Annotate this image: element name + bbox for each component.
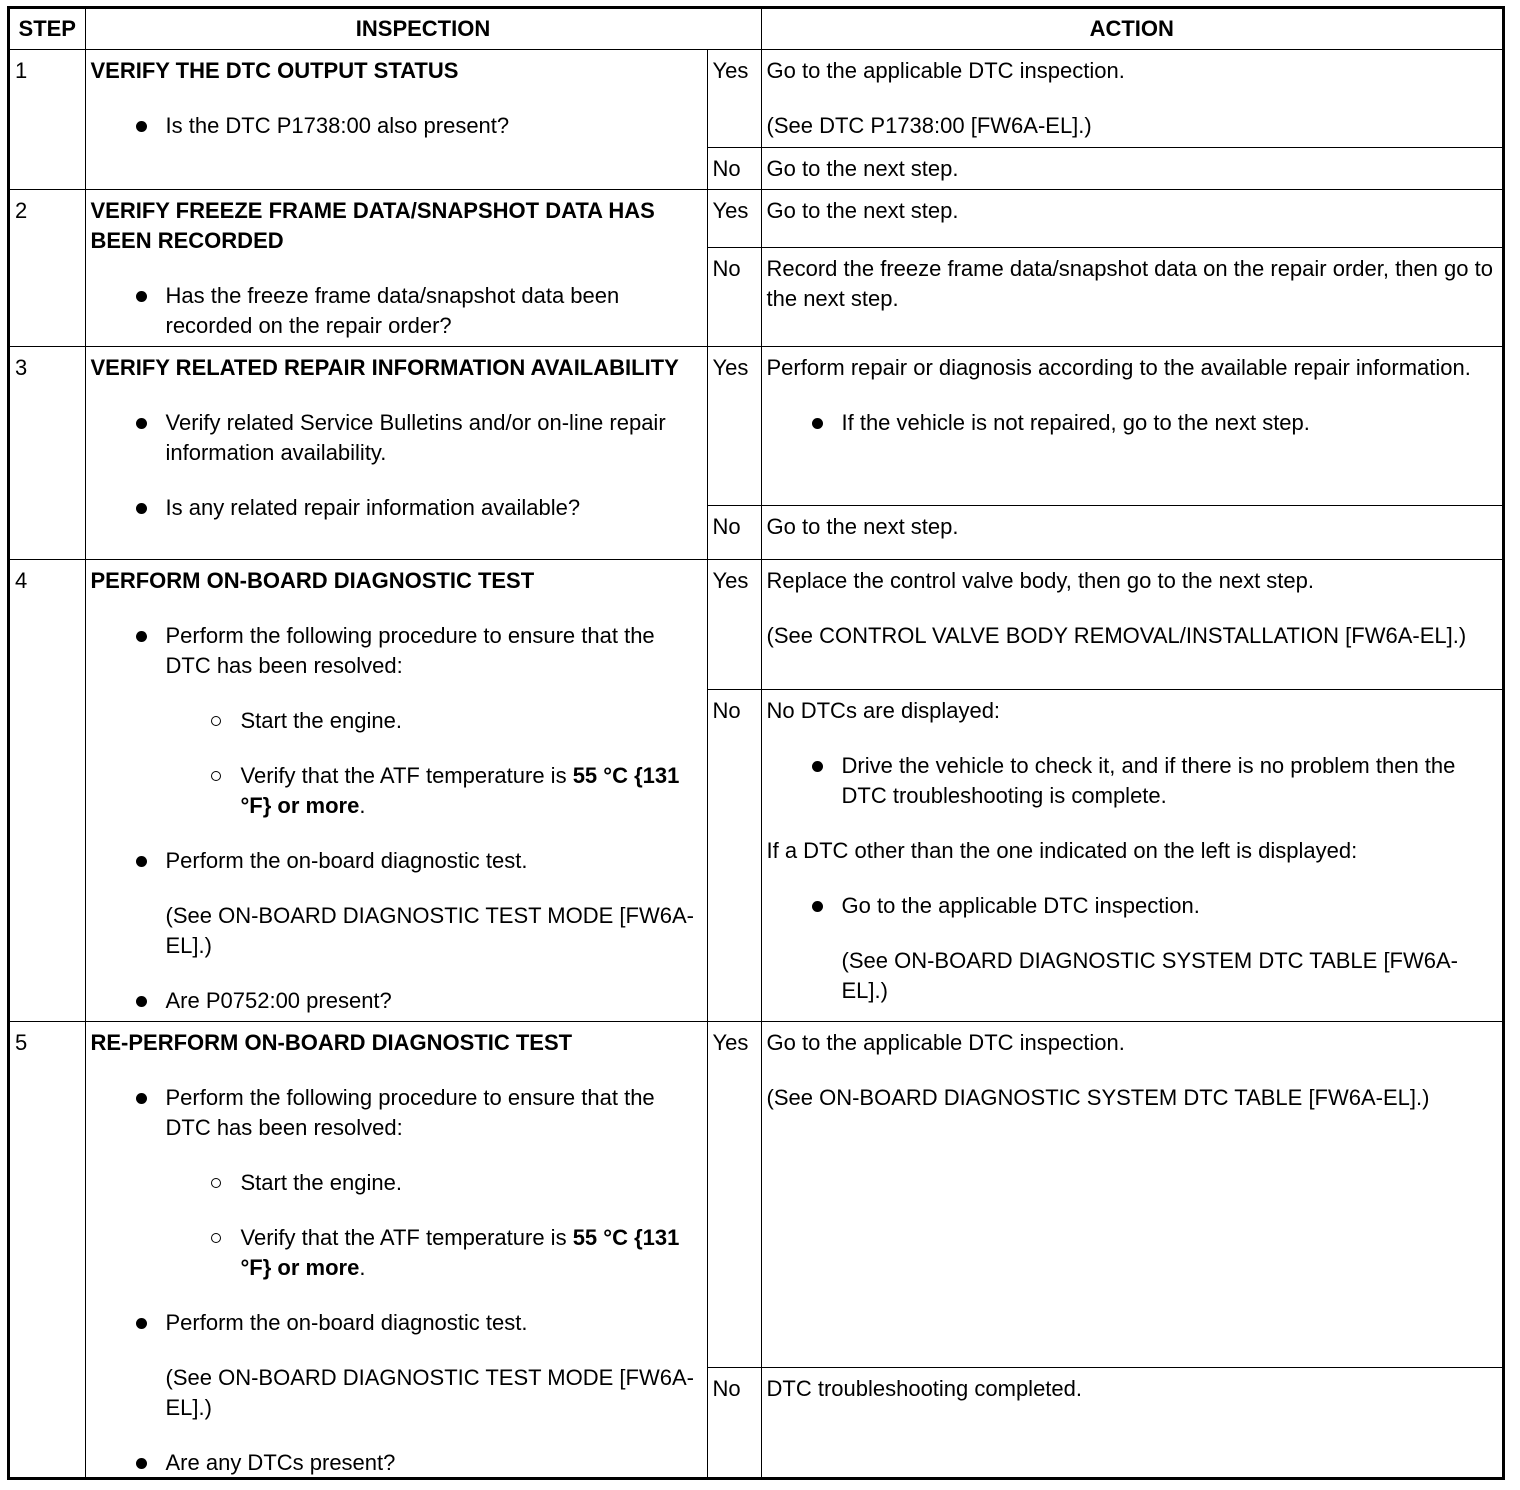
sub-bullet-item xyxy=(91,761,702,821)
step-number: 1 xyxy=(10,50,85,190)
step-3-yes-row xyxy=(10,347,1502,506)
action-text: No DTCs are displayed: xyxy=(766,698,1001,723)
bullet-item: Perform the on-board diagnostic test. xyxy=(91,1308,702,1338)
yes-action-cell xyxy=(761,1022,1502,1368)
no-label: No xyxy=(707,248,761,347)
yes-label: Yes xyxy=(707,190,761,248)
bullet-item: Perform the following procedure to ensure that the DTC has been resolved: xyxy=(91,1083,702,1143)
sub-bullet-item: Start the engine. xyxy=(91,1168,702,1198)
action-reference: (See CONTROL VALVE BODY REMOVAL/INSTALLATION [FW6A-EL].) xyxy=(766,623,1467,648)
step-number: 5 xyxy=(10,1022,85,1479)
action-text: Replace the control valve body, then go to the next step. xyxy=(766,568,1314,593)
bullet-item: Verify related Service Bulletins and/or on-line repair information availability. xyxy=(91,408,702,468)
step-number: 4 xyxy=(10,560,85,1022)
yes-label: Yes xyxy=(707,1022,761,1368)
yes-label: Yes xyxy=(707,50,761,148)
no-label: No xyxy=(707,506,761,560)
inspection-cell xyxy=(85,347,707,560)
no-action-cell xyxy=(761,148,1502,190)
no-label: No xyxy=(707,690,761,1022)
yes-action-cell xyxy=(761,347,1502,506)
header-inspection: INSPECTION xyxy=(85,9,761,50)
sub-bullet-item xyxy=(91,1223,702,1283)
action-bullet: Go to the applicable DTC inspection. xyxy=(767,891,1498,921)
step-5-yes-row xyxy=(10,1022,1502,1368)
step-4-yes-row xyxy=(10,560,1502,690)
action-text: DTC troubleshooting completed. xyxy=(766,1376,1082,1401)
step-title: VERIFY FREEZE FRAME DATA/SNAPSHOT DATA HAS BEEN RECORDED xyxy=(90,198,655,253)
step-number: 3 xyxy=(10,347,85,560)
action-text: Go to the applicable DTC inspection. xyxy=(766,1030,1125,1055)
step-title: PERFORM ON-BOARD DIAGNOSTIC TEST xyxy=(90,568,535,593)
dtc-inspection-table xyxy=(7,6,1505,1480)
step-title: VERIFY RELATED REPAIR INFORMATION AVAILABILITY xyxy=(90,355,679,380)
step-title: RE-PERFORM ON-BOARD DIAGNOSTIC TEST xyxy=(90,1030,573,1055)
bullet-item: Perform the on-board diagnostic test. xyxy=(91,846,702,876)
temperature-threshold: 55 °C {131 °F} or more xyxy=(240,763,680,818)
inspection-cell xyxy=(85,560,707,1022)
no-label: No xyxy=(707,1368,761,1479)
action-text: Go to the next step. xyxy=(766,198,959,223)
bullet-reference: (See ON-BOARD DIAGNOSTIC TEST MODE [FW6A-EL].) xyxy=(165,1365,694,1420)
action-text: If a DTC other than the one indicated on the left is displayed: xyxy=(766,838,1358,863)
action-reference: (See DTC P1738:00 [FW6A-EL].) xyxy=(766,113,1092,138)
yes-label: Yes xyxy=(707,347,761,506)
sub-bullet-end: . xyxy=(359,1255,366,1280)
header-row xyxy=(10,9,1502,50)
temperature-threshold: 55 °C {131 °F} or more xyxy=(240,1225,680,1280)
no-label: No xyxy=(707,148,761,190)
action-text: Perform repair or diagnosis according to the available repair information. xyxy=(766,355,1471,380)
no-action-cell xyxy=(761,690,1502,1022)
step-title: VERIFY THE DTC OUTPUT STATUS xyxy=(90,58,459,83)
yes-label: Yes xyxy=(707,560,761,690)
inspection-cell xyxy=(85,190,707,347)
action-reference: (See ON-BOARD DIAGNOSTIC SYSTEM DTC TABLE [FW6A-EL].) xyxy=(766,1085,1430,1110)
sub-bullet-end: . xyxy=(359,793,366,818)
action-text: Record the freeze frame data/snapshot data on the repair order, then go to the next step. xyxy=(766,256,1493,311)
sub-bullet-text: Verify that the ATF temperature is xyxy=(240,763,573,788)
action-bullet: Drive the vehicle to check it, and if there is no problem then the DTC troubleshooting is complete. xyxy=(767,751,1498,811)
header-step: STEP xyxy=(10,9,85,50)
bullet-item: Are any DTCs present? xyxy=(91,1448,702,1478)
step-number: 2 xyxy=(10,190,85,347)
sub-bullet-text: Verify that the ATF temperature is xyxy=(240,1225,573,1250)
bullet-item: Perform the following procedure to ensure that the DTC has been resolved: xyxy=(91,621,702,681)
action-text: Go to the applicable DTC inspection. xyxy=(766,58,1125,83)
yes-action-cell xyxy=(761,560,1502,690)
yes-action-cell xyxy=(761,190,1502,248)
bullet-item: Are P0752:00 present? xyxy=(91,986,702,1016)
action-text: Go to the next step. xyxy=(766,514,959,539)
bullet-item: Has the freeze frame data/snapshot data been recorded on the repair order? xyxy=(91,281,702,341)
sub-bullet-item: Start the engine. xyxy=(91,706,702,736)
action-bullet: If the vehicle is not repaired, go to the next step. xyxy=(767,408,1498,438)
yes-action-cell xyxy=(761,50,1502,148)
bullet-reference: (See ON-BOARD DIAGNOSTIC TEST MODE [FW6A-EL].) xyxy=(165,903,694,958)
step-1-yes-row xyxy=(10,50,1502,148)
inspection-cell xyxy=(85,50,707,190)
no-action-cell xyxy=(761,506,1502,560)
bullet-item: Is the DTC P1738:00 also present? xyxy=(91,111,702,141)
step-2-yes-row xyxy=(10,190,1502,248)
action-text: Go to the next step. xyxy=(766,156,959,181)
header-action: ACTION xyxy=(761,9,1502,50)
no-action-cell xyxy=(761,248,1502,347)
bullet-item: Is any related repair information available? xyxy=(91,493,702,523)
inspection-cell xyxy=(85,1022,707,1479)
no-action-cell xyxy=(761,1368,1502,1479)
action-reference: (See ON-BOARD DIAGNOSTIC SYSTEM DTC TABLE [FW6A-EL].) xyxy=(841,948,1458,1003)
